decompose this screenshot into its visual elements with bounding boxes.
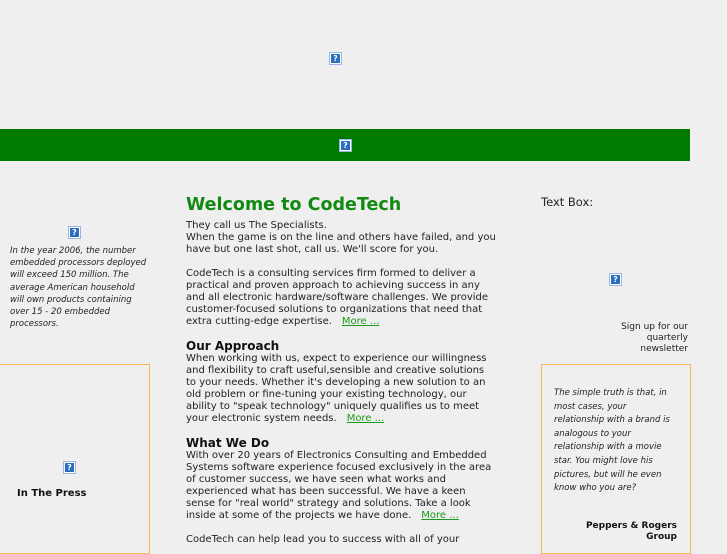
paragraph-line: old problem or fine-tuning your existing technology, our — [186, 389, 467, 400]
paragraph-line: With over 20 years of Electronics Consulting and Embedded — [186, 450, 487, 461]
more-link-what-we-do[interactable]: More ... — [421, 510, 459, 521]
press-image-placeholder-icon: ? — [63, 461, 76, 474]
header-banner — [0, 129, 690, 161]
text-box-label: Text Box: — [541, 195, 594, 209]
newsletter-image-placeholder-icon[interactable]: ? — [609, 273, 622, 286]
logo-image-placeholder-icon: ? — [329, 52, 342, 65]
intro-line: have but one last shot, call us. We'll score for you. — [186, 244, 439, 255]
embedded-fact-text: In the year 2006, the number embedded processors deployed will exceed 150 million. The average American household will own products containing over 15 - 20 embedded processors. — [10, 246, 147, 330]
quote-author-line: Peppers & Rogers — [585, 521, 677, 531]
newsletter-signup-link[interactable] — [590, 322, 688, 355]
paragraph-line: Systems software experience focused exclusively in the area — [186, 462, 492, 473]
in-the-press-box — [0, 364, 150, 554]
main-content — [186, 195, 516, 546]
paragraph-line: sense for "real world" strategy and solutions. Take a look — [186, 498, 471, 509]
quote-text: The simple truth is that, in most cases, your relationship with a brand is analogous to your relationship with a movie star. You might love his pictures, but will he even know who you are? — [554, 388, 670, 494]
what-we-do-heading: What We Do — [186, 436, 270, 450]
fact-image-placeholder-icon: ? — [68, 226, 81, 239]
paragraph-line: CodeTech can help lead you to success with all of your — [186, 534, 460, 545]
paragraph-line: practical and proven approach to achieving success in any — [186, 280, 480, 291]
more-link-intro[interactable]: More ... — [341, 316, 380, 327]
page-title: Welcome to CodeTech — [186, 195, 402, 215]
paragraph-line: your electronic system needs. — [186, 413, 337, 424]
newsletter-line: quarterly — [646, 333, 688, 343]
paragraph-line: When working with us, expect to experience our willingness — [186, 353, 487, 364]
intro-line: When the game is on the line and others have failed, and you — [186, 232, 496, 243]
newsletter-line: Sign up for our — [621, 322, 688, 332]
paragraph-line: to your needs. Whether it's developing a new solution to an — [186, 377, 486, 388]
paragraph-line: and all electronic hardware/software challenges. We provide — [186, 292, 489, 303]
paragraph-line: ability to "speak technology" uniquely qualifies us to meet — [186, 401, 480, 412]
in-the-press-title: In The Press — [17, 488, 87, 499]
quote-author-line: Group — [646, 532, 677, 542]
paragraph-line: and flexibility to craft useful,sensible and creative solutions — [186, 365, 485, 376]
paragraph-line: experienced what has been successful. We have a keen — [186, 486, 466, 497]
paragraph-line: of customer success, we have seen what works and — [186, 474, 446, 485]
intro-line: They call us The Specialists. — [186, 220, 327, 231]
quote-author — [542, 521, 677, 543]
our-approach-heading: Our Approach — [186, 339, 280, 353]
newsletter-line: newsletter — [640, 344, 688, 354]
banner-image-placeholder-icon: ? — [339, 139, 352, 152]
paragraph-line: extra cutting-edge expertise. — [186, 316, 332, 327]
paragraph-line: CodeTech is a consulting services firm formed to deliver a — [186, 268, 476, 279]
quote-box — [541, 364, 691, 554]
more-link-approach[interactable]: More ... — [346, 413, 385, 424]
paragraph-line: inside at some of the projects we have done. — [186, 510, 412, 521]
paragraph-line: customer-focused solutions to organizations that need that — [186, 304, 483, 315]
